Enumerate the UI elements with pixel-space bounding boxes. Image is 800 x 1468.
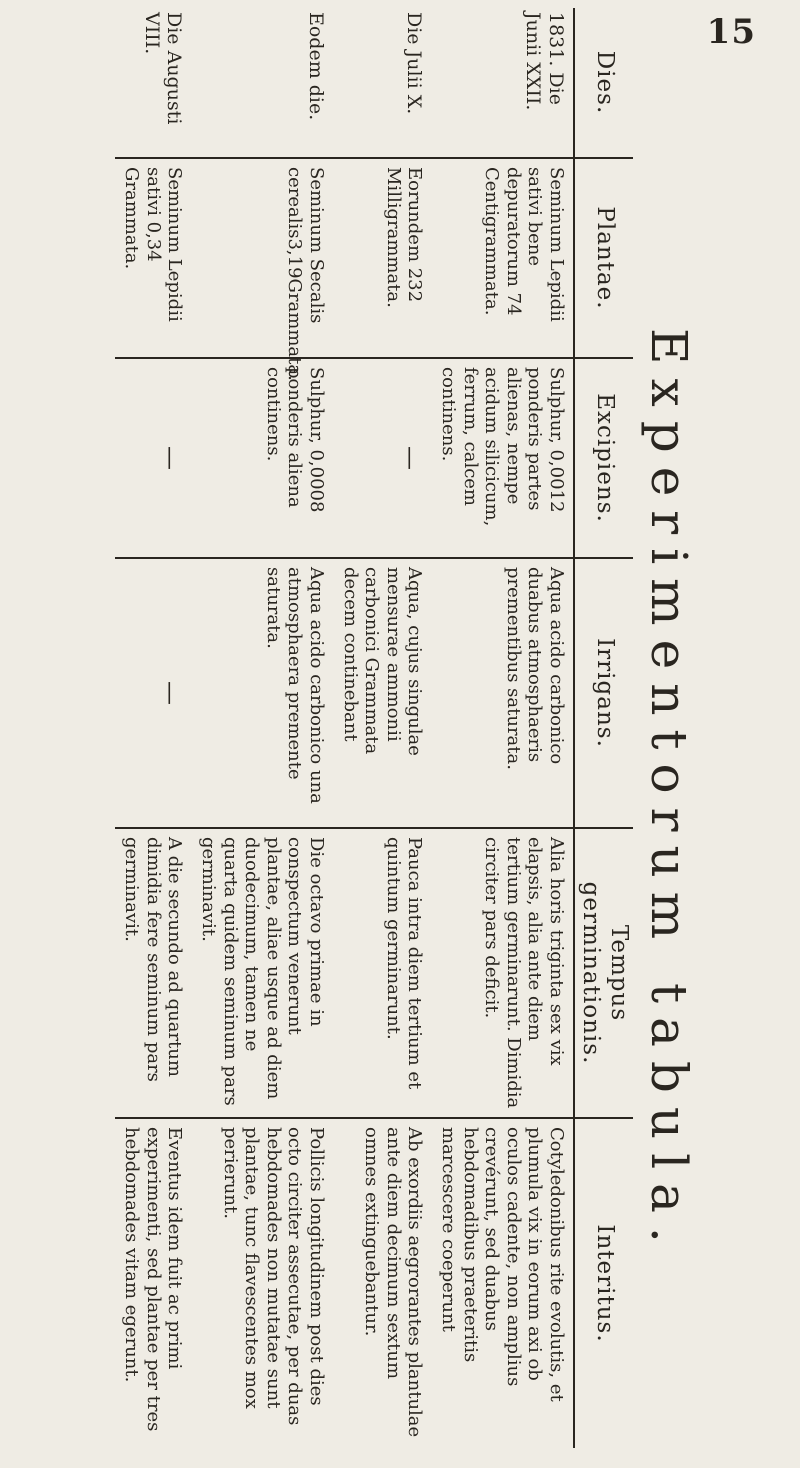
cell-excipiens: Sulphur, 0,0008 ponderis aliena continens. bbox=[192, 358, 334, 558]
table-caption: Experimentorum tabula. bbox=[640, 328, 698, 1257]
header-interitus: Interitus. bbox=[574, 1118, 633, 1448]
cell-tempus: Alia horis triginta sex vix elapsis, alia ante diem tertium germinarunt. Dimidia circiter pars deficit. bbox=[431, 828, 574, 1118]
table-row bbox=[115, 8, 192, 1448]
cell-tempus: Die octavo primae in conspectum venerunt plantae, aliae usque ad diem duodecimum, tamen ne quarta quidem seminum pars germinavit. bbox=[192, 828, 334, 1118]
cell-interitus: Cotyledonibus rite evolutis, et plumula vix in eorum axi ob oculos cadente, non amplius crevérunt, sed duabus hebdomadibus praeteritis marcescere coeperunt bbox=[431, 1118, 574, 1448]
table-row bbox=[431, 8, 574, 1448]
cell-interitus: Ab exordiis aegrorantes plantulae ante diem decimum sextum omnes extinguebantur. bbox=[333, 1118, 431, 1448]
cell-dies: 1831. Die Junii XXII. bbox=[522, 12, 567, 111]
cell-irrigans: Aqua, cujus singulae mensurae ammonii carbonici Grammata decem continebant bbox=[333, 558, 431, 828]
cell-plantae: Eorundem 232 Milligrammata. bbox=[333, 158, 431, 358]
experiment-table bbox=[115, 8, 633, 1448]
header-tempus: Tempus germinationis. bbox=[574, 828, 633, 1118]
rotated-table-block bbox=[25, 8, 705, 1448]
cell-tempus: Pauca intra diem tertium et quintum germinarunt. bbox=[333, 828, 431, 1118]
cell-excipiens: Sulphur, 0,0012 ponderis partes alienas, nempe acidum silicicum, ferrum, calcem continens. bbox=[431, 358, 574, 558]
cell-irrigans: Aqua acido carbonico una atmosphaera premente saturata. bbox=[192, 558, 334, 828]
cell-dies: Die Julii X. bbox=[403, 12, 426, 115]
header-plantae: Plantae. bbox=[574, 158, 633, 358]
cell-irrigans: Aqua acido carbonico duabus atmosphaeris prementibus saturata. bbox=[431, 558, 574, 828]
cell-tempus: A die secundo ad quartum dimidia fere seminum pars germinavit. bbox=[115, 828, 192, 1118]
table-row bbox=[333, 8, 431, 1448]
cell-excipiens: — bbox=[115, 358, 192, 558]
cell-irrigans: — bbox=[115, 558, 192, 828]
page-number: 15 bbox=[706, 12, 756, 52]
cell-plantae: Seminum Lepidii sativi bene depuratorum 74 Centigrammata. bbox=[431, 158, 574, 358]
cell-dies: Die Augusti VIII. bbox=[140, 12, 186, 125]
cell-plantae: Seminum Lepidii sativi 0,34 Grammata. bbox=[115, 158, 192, 358]
header-excipiens: Excipiens. bbox=[574, 358, 633, 558]
cell-dies: Eodem die. bbox=[305, 12, 328, 121]
header-row bbox=[574, 8, 633, 1448]
cell-interitus: Pollicis longitudinem post dies octo circiter assecutae, per duas hebdomades non mutatae sunt plantae, tunc flavescentes mox perierunt. bbox=[192, 1118, 334, 1448]
header-dies: Dies. bbox=[574, 8, 633, 158]
cell-plantae: Seminum Secalis cerealis3,19Grammata. bbox=[192, 158, 334, 358]
table-row bbox=[192, 8, 334, 1448]
header-irrigans: Irrigans. bbox=[574, 558, 633, 828]
cell-interitus: Eventus idem fuit ac primi experimenti, sed plantae per tres hebdomades vitam egerunt. bbox=[115, 1118, 192, 1448]
cell-excipiens: — bbox=[333, 358, 431, 558]
